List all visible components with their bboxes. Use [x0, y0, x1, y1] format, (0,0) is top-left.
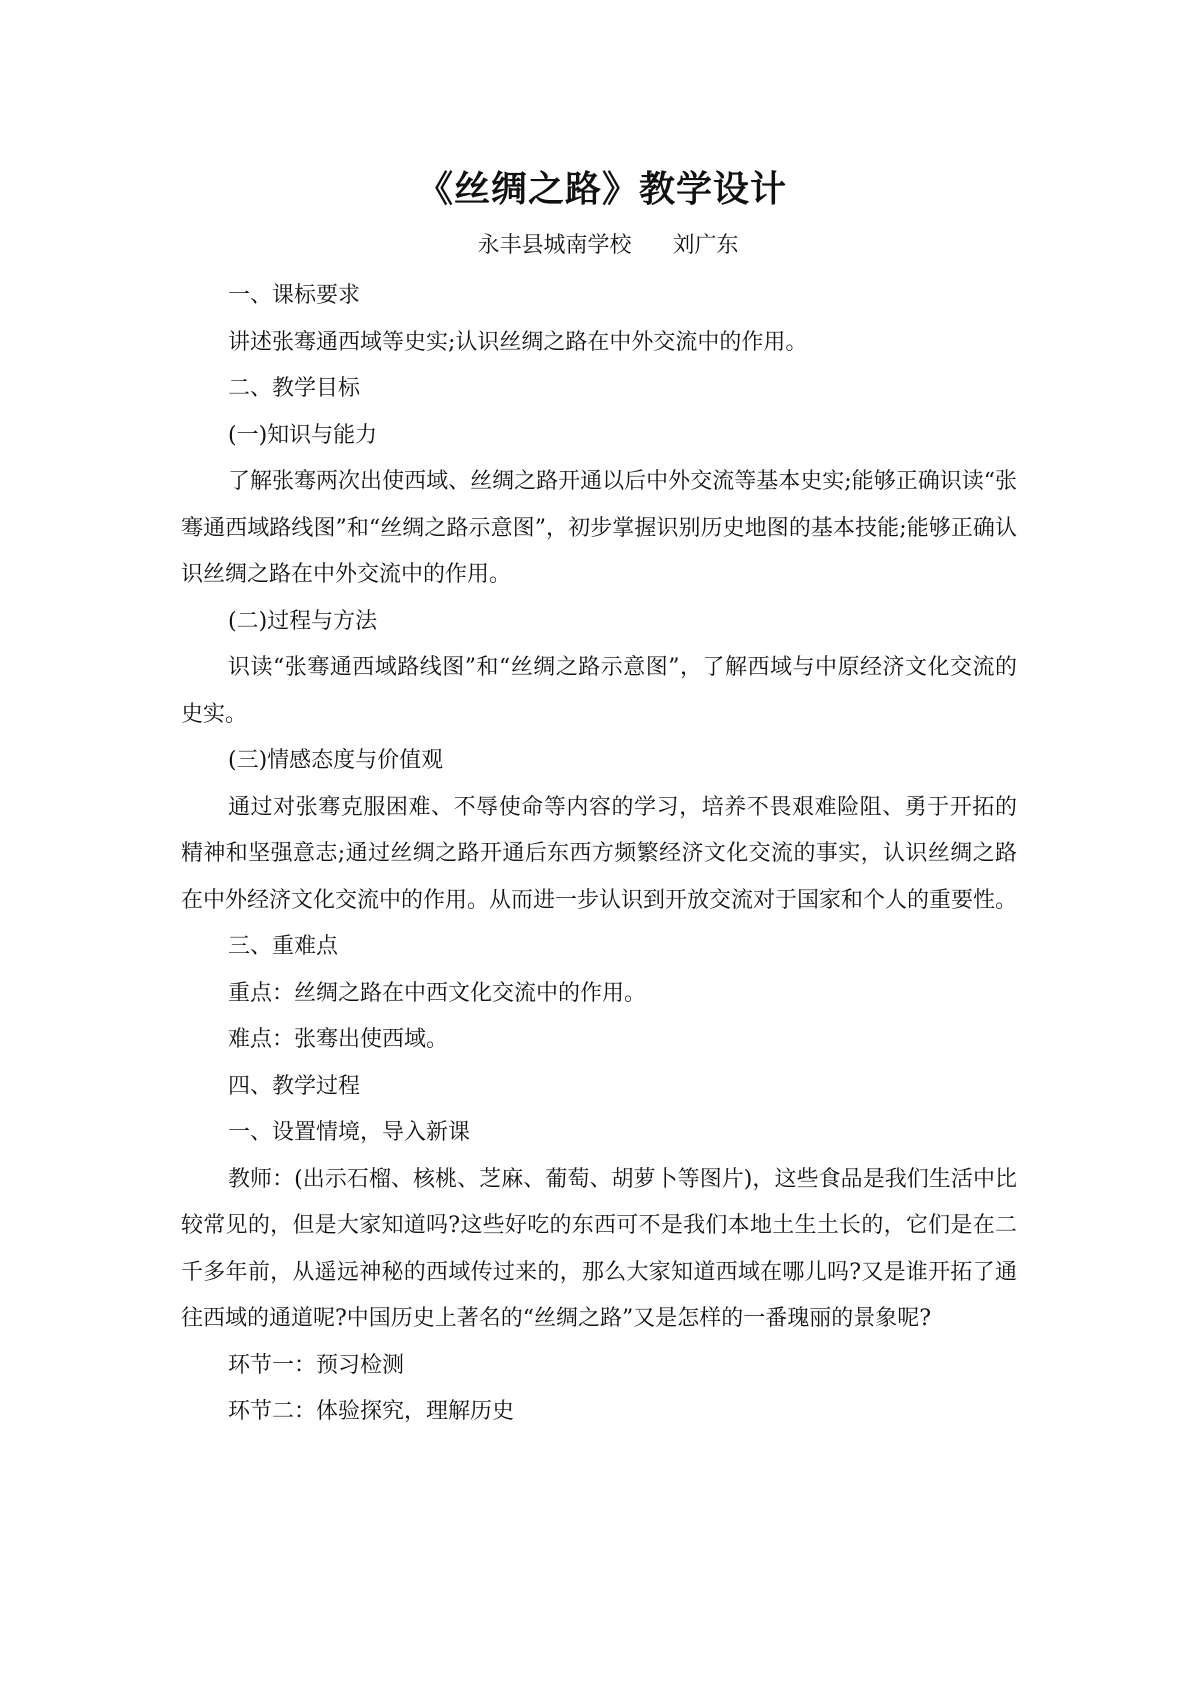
heading-key-difficult-points: 三、重难点	[228, 934, 339, 959]
paragraph-key-point: 重点：丝绸之路在中西文化交流中的作用。	[228, 980, 647, 1006]
paragraph-difficult-point: 难点：张骞出使西域。	[228, 1027, 449, 1052]
step-two-explore: 环节二：体验探究，理解历史	[228, 1399, 515, 1424]
step-one-preview: 环节一：预习检测	[228, 1352, 405, 1378]
subheading-knowledge-ability: (一)知识与能力	[228, 422, 378, 448]
author-school: 永丰县城南学校	[477, 233, 632, 258]
document-body	[181, 165, 1017, 1436]
subheading-introduction: 一、设置情境，导入新课	[228, 1120, 471, 1145]
paragraph-teacher-introduction: 教师：(出示石榴、核桃、芝麻、葡萄、胡萝卜等图片)，这些食品是我们生活中比较常见的，但是大家知道吗?这些好吃的东西可不是我们本地土生土长的，它们是在二千多年前，从遥远神秘的西域传过来的，那么大家知道西域在哪儿吗?又是谁开拓了通往西域的通道呢?中国历史上著名的“丝绸之路”又是怎样的一番瑰丽的景象呢?	[181, 1166, 1017, 1331]
heading-teaching-process: 四、教学过程	[228, 1073, 361, 1099]
author-line	[181, 231, 1017, 261]
paragraph-process-method: 识读“张骞通西域路线图”和“丝绸之路示意图”，了解西域与中原经济文化交流的史实。	[181, 655, 1017, 727]
subheading-emotion-values: (三)情感态度与价值观	[228, 748, 444, 773]
paragraph-curriculum-requirements: 讲述张骞通西域等史实;认识丝绸之路在中外交流中的作用。	[228, 329, 808, 355]
heading-curriculum-requirements: 一、课标要求	[228, 283, 361, 308]
subheading-process-method: (二)过程与方法	[228, 608, 378, 634]
author-name: 刘广东	[672, 233, 739, 258]
document-title: 《丝绸之路》教学设计	[416, 169, 787, 210]
paragraph-knowledge-ability: 了解张骞两次出使西域、丝绸之路开通以后中外交流等基本史实;能够正确识读“张骞通西域路线图”和“丝绸之路示意图”，初步掌握识别历史地图的基本技能;能够正确认识丝绸之路在中外交流中的作用。	[181, 469, 1017, 587]
paragraph-emotion-values: 通过对张骞克服困难、不辱使命等内容的学习，培养不畏艰难险阻、勇于开拓的精神和坚强意志;通过丝绸之路开通后东西方频繁经济文化交流的事实，认识丝绸之路在中外经济文化交流中的作用。从而进一步认识到开放交流对于国家和个人的重要性。	[181, 794, 1018, 913]
heading-teaching-objectives: 二、教学目标	[228, 376, 361, 401]
